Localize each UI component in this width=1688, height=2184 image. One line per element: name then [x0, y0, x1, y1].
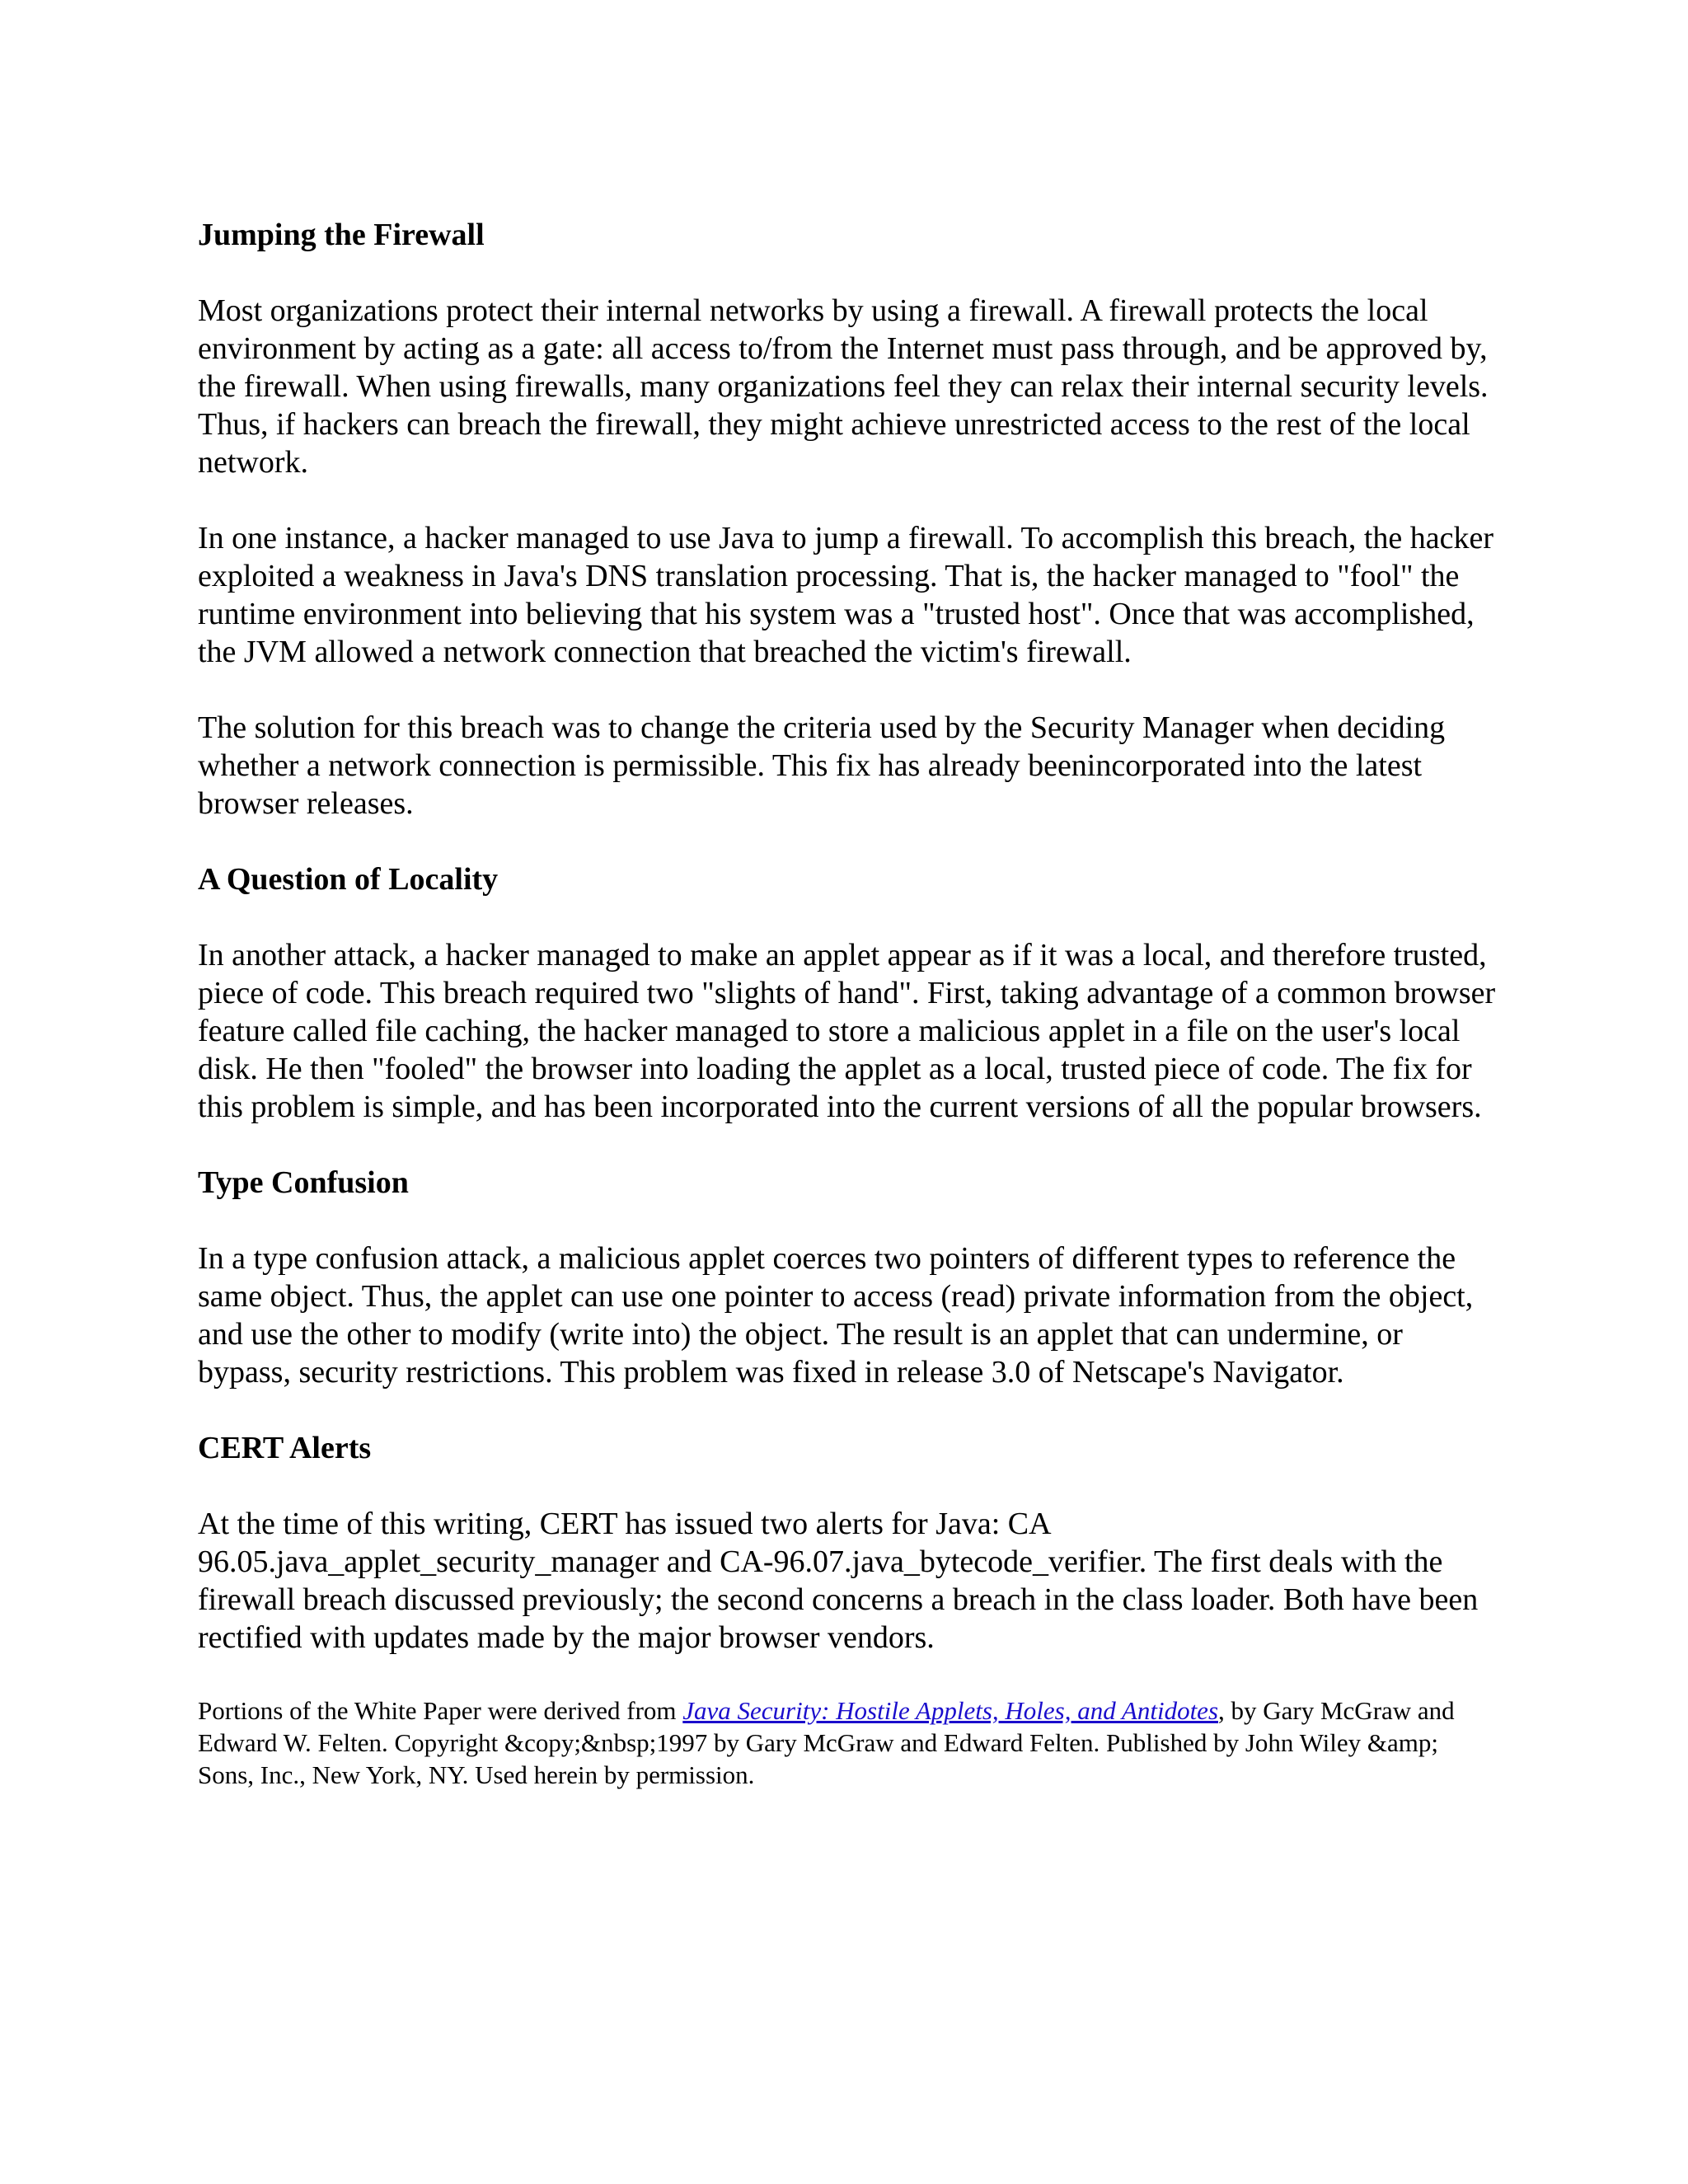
paragraph-cert-alerts: At the time of this writing, CERT has issued two alerts for Java: CA 96.05.java_applet_security_manager and CA-96.07.java_bytecode_verifier. The first deals with the firewall breach discussed previously; the second concerns a breach in the class loader. Both have been rectified with updates made by the major browser vendors. — [198, 1507, 1479, 1655]
footnote-attribution — [198, 1694, 1500, 1791]
paragraph-firewall-intro: Most organizations protect their internal networks by using a firewall. A firewall protects the local environment by acting as a gate: all access to/from the Internet must pass through, and be approved by, the firewall. When using firewalls, many organizations feel they can relax their internal security levels. Thus, if hackers can breach the firewall, they might achieve unrestricted access to the rest of the local network. — [198, 293, 1489, 480]
paragraph-firewall-solution: The solution for this breach was to change the criteria used by the Security Manager when deciding whether a network connection is permissible. This fix has already beenincorporated into the latest browser releases. — [198, 710, 1446, 821]
section-heading-cert-alerts: CERT Alerts — [198, 1431, 372, 1465]
section-heading-firewall: Jumping the Firewall — [198, 218, 485, 252]
paragraph-locality: In another attack, a hacker managed to make an applet appear as if it was a local, and therefore trusted, piece of code. This breach required two "slights of hand". First, taking advantage of a common browser feature called file caching, the hacker managed to store a malicious applet in a file on the user's local disk. He then "fooled" the browser into loading the applet as a local, trusted piece of code. The fix for this problem is simple, and has been incorporated into the current versions of all the popular browsers. — [198, 938, 1496, 1124]
footnote-prefix: Portions of the White Paper were derived from — [198, 1696, 683, 1725]
book-title-link[interactable]: Java Security: Hostile Applets, Holes, and Antidotes — [682, 1696, 1219, 1725]
section-heading-type-confusion: Type Confusion — [198, 1165, 409, 1200]
paragraph-type-confusion: In a type confusion attack, a malicious applet coerces two pointers of different types to reference the same object. Thus, the applet can use one pointer to access (read) private information from the object, and use the other to modify (write into) the object. The result is an applet that can undermine, or bypass, security restrictions. This problem was fixed in release 3.0 of Netscape's Navigator. — [198, 1241, 1474, 1390]
document-page — [198, 216, 1500, 1791]
paragraph-firewall-instance: In one instance, a hacker managed to use Java to jump a firewall. To accomplish this breach, the hacker exploited a weakness in Java's DNS translation processing. That is, the hacker managed to "fool" the runtime environment into believing that his system was a "trusted host". Once that was accomplished, the JVM allowed a network connection that breached the victim's firewall. — [198, 521, 1493, 669]
footnote-suffix: , by Gary McGraw and Edward W. Felten. Copyright &copy;&nbsp;1997 by Gary McGraw and Edward Felten. Published by John Wiley &amp; Sons, Inc., New York, NY. Used herein by permission. — [198, 1696, 1455, 1789]
section-heading-locality: A Question of Locality — [198, 862, 499, 897]
